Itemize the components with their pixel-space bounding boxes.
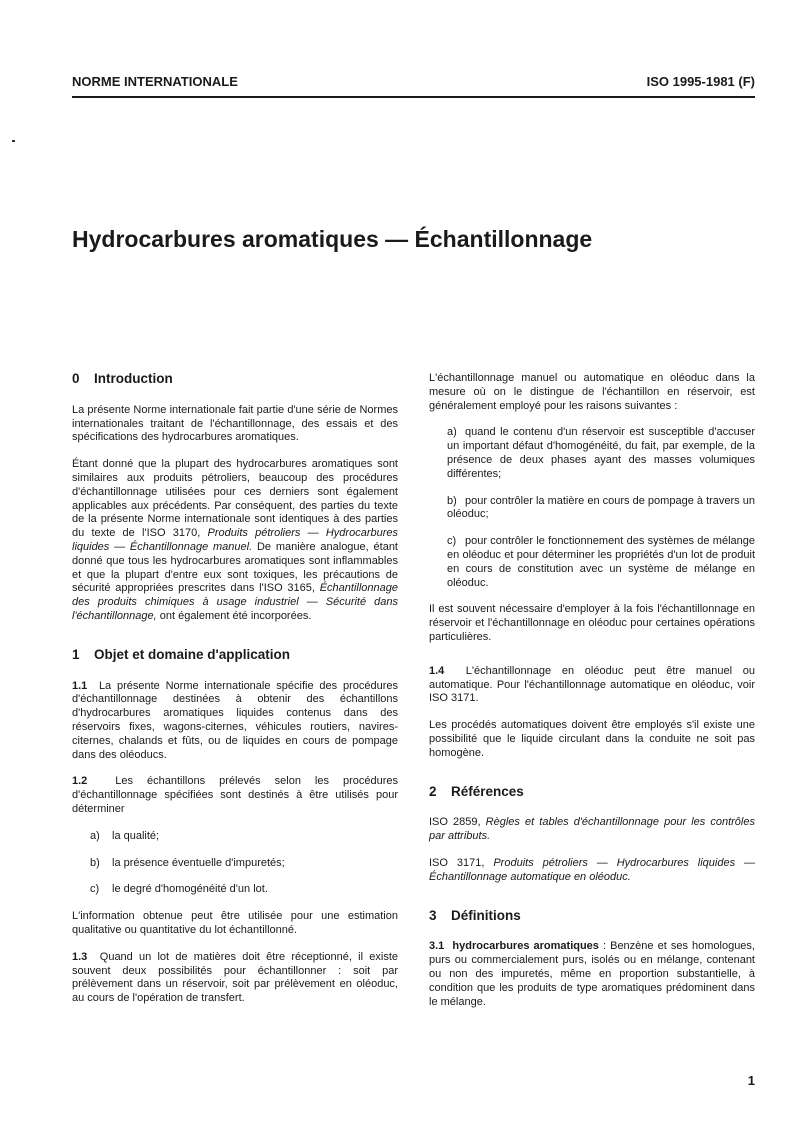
clause-1-2 [72, 775, 398, 816]
text-run: De manière analogue, étant donné que tous les hydrocarbures aromatiques sont inflammables et que la plupart d'entre eux sont toxiques, les précautions de sécurité appropriées prescrites dans l'ISO 3165, [72, 540, 398, 595]
cited-title: Échantillonnage des produits chimiques à usage industriel — Sécurité dans l'échantillonnage, [72, 582, 398, 622]
right-column [429, 372, 755, 1022]
reference-iso-3171 [429, 857, 755, 885]
clause-1-1 [72, 680, 398, 763]
section-3-heading [429, 909, 755, 923]
section-number: 1 [72, 646, 80, 662]
section-title: Définitions [451, 907, 521, 923]
list-text: pour contrôler le fonctionnement des systèmes de mélange en oléoduc et pour déterminer les propriétés d'un lot de produit en cours de constitution avec un système de mélange en oléoduc. [447, 535, 755, 589]
cited-title: Produits pétroliers — Hydrocarbures liquides — Échantillonnage manuel. [72, 527, 398, 553]
reference-code: ISO 2859, [429, 816, 481, 829]
section-2-heading [429, 785, 755, 799]
clause-3-1 [429, 940, 755, 1009]
section-title: Références [451, 783, 524, 799]
clause-1-3 [72, 951, 398, 1006]
list-item [429, 535, 755, 590]
clause-1-4-b: Les procédés automatiques doivent être employés s'il existe une possibilité que le liquide circulant dans la conduite ne soit pas homogène. [429, 719, 755, 759]
list-label: a) [90, 829, 100, 842]
text-run: Étant donné que la plupart des hydrocarbures aromatiques sont similaires aux produits pétroliers, beaucoup des procédures d'échantillonnage utilisées pour ces derniers sont également applicables aux précédents. Par conséquent, des parties du texte de la présente Norme internationale sont identiques à des parties du texte de l'ISO 3170, [72, 458, 398, 540]
text-run: ont également été incorporées. [159, 609, 312, 622]
reference-code: ISO 3171, [429, 856, 485, 869]
section-1-heading [72, 648, 398, 662]
list-label: c) [447, 535, 457, 548]
clause-text: Les échantillons prélevés selon les procédures d'échantillonnage spécifiées sont destinés à être utilisés pour déterminer [72, 775, 399, 815]
pipeline-intro: L'échantillonnage manuel ou automatique en oléoduc dans la mesure où on le distingue de l'échantillon en réservoir, est généralement employé pour les raisons suivantes : [429, 372, 755, 412]
page-header [72, 74, 755, 94]
list-label: b) [90, 856, 100, 869]
list-item [72, 857, 398, 871]
section-number: 0 [72, 371, 80, 386]
list-text: la qualité; [112, 829, 160, 842]
list-text: la présence éventuelle d'impuretés; [112, 856, 285, 869]
pipeline-after-items: Il est souvent nécessaire d'employer à la fois l'échantillonnage en réservoir et l'échantillonnage en oléoduc pour certaines opérations particulières. [429, 603, 755, 643]
reference-iso-2859 [429, 816, 755, 844]
list-label: b) [447, 494, 457, 507]
definition-text: : Benzène et ses homologues, purs ou commercialement purs, isolés ou en mélange, contenant ou non des impuretés, même en proportion substantielle, à condition que les produits de type aromatiques prédominent dans le mélange. [429, 940, 755, 1008]
document-title: Hydrocarbures aromatiques — Échantillonnage [72, 226, 593, 252]
intro-paragraph-2 [72, 458, 398, 624]
scan-speck [12, 140, 15, 142]
list-label: a) [447, 426, 457, 439]
clause-1-2-after: L'information obtenue peut être utilisée pour une estimation qualitative ou quantitative du lot échantillonné. [72, 910, 398, 936]
header-rule [72, 96, 755, 98]
clause-number: 3.1 [429, 940, 445, 953]
clause-text: La présente Norme internationale spécifie des procédures d'échantillonnage destinées à obtenir des échantillons d'hydrocarbures aromatiques liquides contenus dans des réservoirs fixes, wagons-citernes, véhicules routiers, navires-citernes, chalands et fûts, ou de liquides en cours de pompage dans des oléoducs. [72, 679, 398, 761]
intro-paragraph-1: La présente Norme internationale fait partie d'une série de Normes internationales traitant de l'échantillonnage, des essais et des spécifications des hydrocarbures aromatiques. [72, 403, 398, 444]
list-item [429, 426, 755, 481]
section-number: 2 [429, 783, 437, 799]
clause-number: 1.3 [72, 950, 88, 963]
list-item [72, 883, 398, 897]
list-text: quand le contenu d'un réservoir est susceptible d'accuser un important défaut d'homogénéité, du fait, par exemple, de la présence de deux phases ayant des masses volumiques différentes; [447, 426, 755, 480]
list-text: pour contrôler la matière en cours de pompage à travers un oléoduc; [447, 494, 755, 521]
left-column [72, 372, 398, 1019]
reference-title: Produits pétroliers — Hydrocarbures liquides — Échantillonnage automatique en oléoduc. [429, 856, 755, 883]
defined-term: hydrocarbures aromatiques [452, 940, 599, 953]
clause-text: L'échantillonnage en oléoduc peut être manuel ou automatique. Pour l'échantillonnage automatique en oléoduc, voir ISO 3171. [429, 664, 755, 705]
clause-number: 1.2 [72, 775, 88, 788]
header-standard-type: NORME INTERNATIONALE [72, 74, 238, 89]
section-0-heading [72, 372, 398, 386]
clause-number: 1.1 [72, 679, 88, 692]
section-number: 3 [429, 907, 437, 923]
section-title: Objet et domaine d'application [94, 646, 290, 662]
clause-text: Quand un lot de matières doit être réceptionné, il existe souvent deux possibilités pour échantillonner : soit par prélèvement dans un réservoir, soit par prélèvement en oléoduc, au cours de l'opération de transfert. [72, 950, 398, 1005]
section-title: Introduction [94, 371, 173, 386]
list-text: le degré d'homogénéité d'un lot. [112, 883, 268, 896]
clause-number: 1.4 [429, 664, 445, 677]
list-item [72, 830, 398, 844]
list-label: c) [90, 883, 100, 896]
clause-1-4 [429, 665, 755, 706]
list-item [429, 495, 755, 523]
page-number: 1 [747, 1073, 755, 1088]
reference-title: Règles et tables d'échantillonnage pour les contrôles par attributs. [429, 816, 755, 843]
header-standard-code: ISO 1995-1981 (F) [646, 74, 755, 89]
